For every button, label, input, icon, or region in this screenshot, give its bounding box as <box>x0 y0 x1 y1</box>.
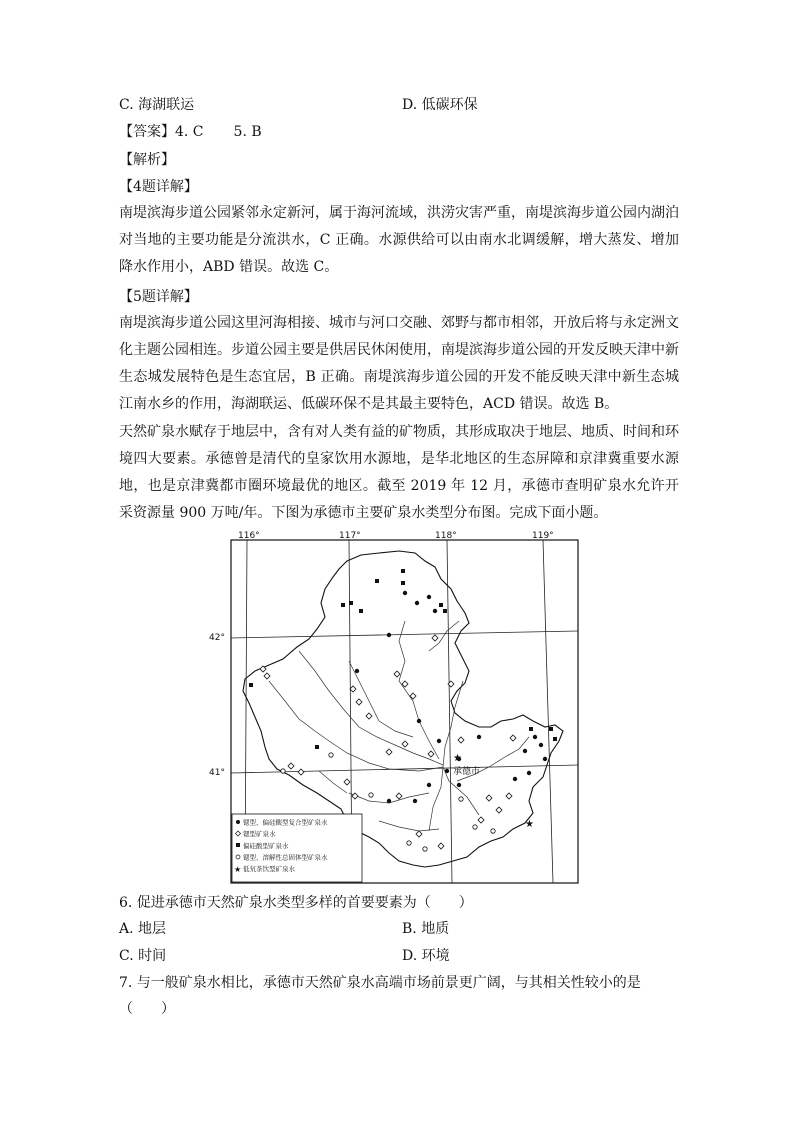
answer-line <box>119 122 262 142</box>
option-d-prev: D. 低碳环保 <box>402 97 478 113</box>
mineral-water-distribution-map <box>229 531 580 887</box>
city-label: 承德市 <box>453 767 481 777</box>
answer-q5: 5. B <box>233 124 262 140</box>
q4-detail-text: 南堤滨海步道公园紧邻永定新河，属于海河流域，洪涝灾害严重，南堤滨海步道公园内湖泊对当地的主要功能是分流洪水，C 正确。水源供给可以由南水北调缓解，增大蒸发、增加降水作用小，ABD 错误。故选 C。 <box>119 205 679 275</box>
q6-stem: 6. 促进承德市天然矿泉水类型多样的首要要素为（ ） <box>119 895 473 911</box>
lon-label-119: 119° <box>532 531 554 541</box>
legend-item-1: 锶型、偏硅酸型复合型矿泉水 <box>243 818 328 827</box>
q6-option-a: A. 地层 <box>119 921 167 937</box>
option-c-prev: C. 海湖联运 <box>119 97 195 113</box>
q7-stem-line1: 7. 与一般矿泉水相比，承德市天然矿泉水高端市场前景更广阔，与其相关性较小的是 <box>119 975 641 991</box>
star-icon: ★ <box>453 753 462 764</box>
material-text: 天然矿泉水赋存于地层中，含有对人类有益的矿物质，其形成取决于地层、地质、时间和环境四大要素。承德曾是清代的皇家饮用水源地，是华北地区的生态屏障和京津冀重要水源地，也是京津冀都市圈环境最优的地区。截至 2019 年 12 月，承德市查明矿泉水允许开采资源量 900 万吨/年。下图为承德市主要矿泉水类型分布图。完成下面小题。 <box>119 424 679 521</box>
legend-item-5: 低氘茶饮型矿泉水 <box>243 865 295 873</box>
q5-detail-text: 南堤滨海步道公园这里河海相接、城市与河口交融、郊野与都市相邻，开放后将与永定洲文化主题公园相连。步道公园主要是供居民休闲使用，南堤滨海步道公园的开发反映天津中新生态城发展特色是生态宜居，B 正确。南堤滨海步道公园的开发不能反映天津中新生态城江南水乡的作用，海湖联运、低碳环保不是其最主要特色，ACD 错误。故选 B。 <box>119 315 679 412</box>
q5-detail-title: 【5题详解】 <box>119 289 198 305</box>
q6-option-c: C. 时间 <box>119 948 167 964</box>
lat-outside-42: 42° <box>209 633 225 643</box>
star-icon: ★ <box>234 865 242 874</box>
lon-label-118: 118° <box>435 531 457 541</box>
answer-q4: 4. C <box>175 124 204 140</box>
legend-item-4: 锶型、溶解性总固体型矿泉水 <box>243 853 328 862</box>
q6-option-b: B. 地质 <box>402 921 450 937</box>
q4-detail-title: 【4题详解】 <box>119 179 198 195</box>
lon-label-116: 116° <box>238 531 260 541</box>
legend-item-3: 偏硅酸型矿泉水 <box>243 842 289 850</box>
map-legend <box>232 814 362 882</box>
q7-stem-line2: （ ） <box>119 1001 175 1017</box>
answer-label: 【答案】 <box>119 124 175 140</box>
star-icon: ★ <box>525 819 534 830</box>
lon-label-117: 117° <box>339 531 361 541</box>
q6-option-d: D. 环境 <box>402 948 450 964</box>
analysis-label: 【解析】 <box>119 152 175 168</box>
legend-item-2: 锶型矿泉水 <box>243 830 276 838</box>
lat-outside-41: 41° <box>209 768 225 778</box>
